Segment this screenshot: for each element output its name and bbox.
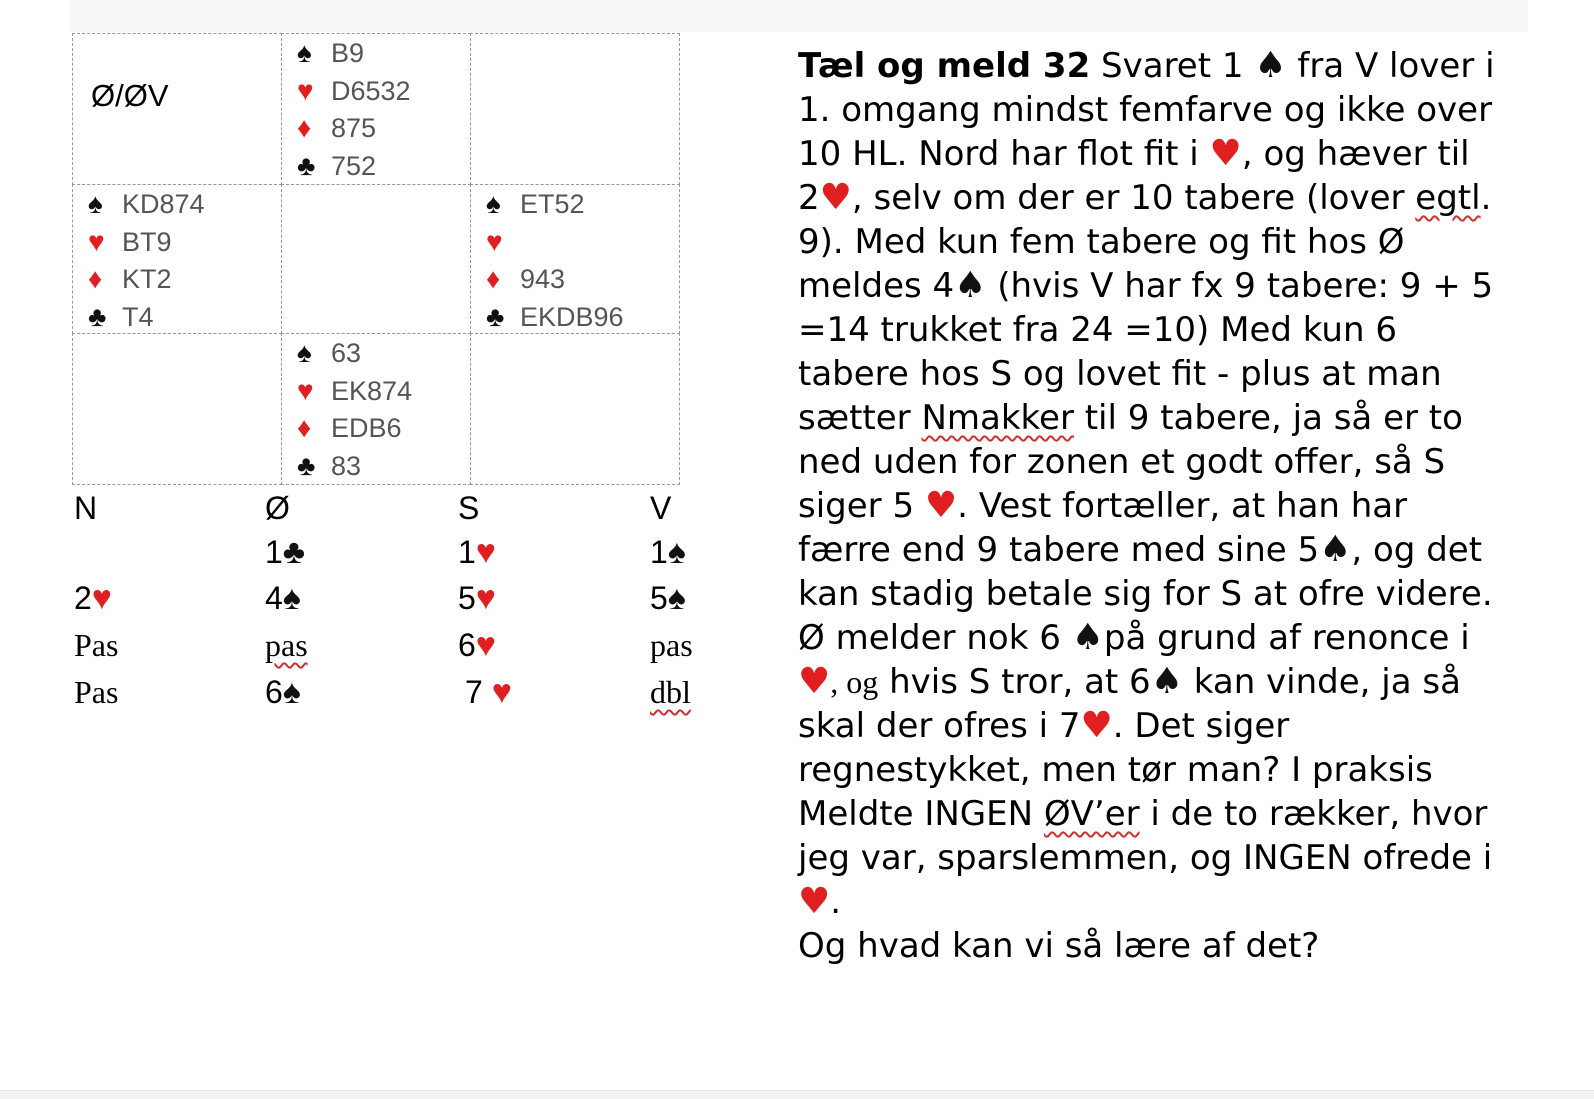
diamond-icon: ♦ (88, 263, 103, 294)
heart-icon: ♥ (819, 177, 852, 218)
bid-cell: pas (265, 627, 308, 663)
spade-icon: ♠ (282, 673, 301, 711)
bid-cell: 1♥ (458, 533, 496, 571)
west-spades: KD874 (122, 189, 205, 219)
heart-icon: ♥ (297, 74, 314, 106)
vulnerability-cell (72, 33, 282, 185)
bid-cell: 6♠ (265, 673, 301, 711)
diamond-icon: ♦ (486, 263, 501, 294)
club-icon: ♣ (88, 300, 107, 332)
paragraph-1: Tæl og meld 32 Svaret 1 ♠ fra V lover i 1. omgang mindst femfarve og ikke over 10 HL. Nord har flot fit i ♥, og hæver til 2♥, selv om der er 10 tabere (lover egtl. 9). Med kun fem tabere og fit hos Ø meldes 4♠ (hvis V har fx 9 tabere: 9 + 5 =14 trukket fra 24 =10) Med kun 6 tabere hos S og lovet fit - plus at man sætter Nmakker til 9 tabere, ja så er to ned uden for zonen et godt offer, så S siger 5 ♥. Vest fortæller, at han har færre end 9 tabere med sine 5♠, og det kan stadig betale sig for S at ofre videre. (798, 45, 1495, 614)
south-hearts: EK874 (331, 375, 413, 406)
heart-icon: ♥ (1080, 705, 1113, 746)
spade-icon: ♠ (667, 533, 686, 571)
heart-icon: ♥ (798, 661, 831, 702)
bid-cell: 1♣ (265, 533, 306, 571)
east-hand (486, 185, 624, 335)
bid-cell: Pas (74, 674, 119, 710)
article-title: Tæl og meld 32 (798, 46, 1091, 86)
spade-icon: ♠ (1150, 661, 1183, 702)
spade-icon: ♠ (667, 579, 686, 617)
club-icon: ♣ (486, 300, 505, 332)
bid-cell: pas (650, 627, 693, 663)
south-diamonds: EDB6 (331, 413, 402, 443)
spade-icon: ♠ (1254, 45, 1287, 86)
bid-header-west: V (650, 490, 672, 526)
east-clubs: EKDB96 (520, 301, 624, 332)
north-hand-cell (281, 33, 471, 185)
north-clubs: 752 (331, 150, 377, 181)
heart-icon: ♥ (88, 225, 105, 257)
bid-cell: dbl (650, 674, 691, 710)
bid-cell: Pas (74, 627, 119, 663)
empty-cell (470, 33, 680, 185)
bid-header-south: S (458, 490, 480, 526)
club-icon: ♣ (297, 449, 316, 481)
club-icon: ♣ (297, 149, 316, 181)
bid-cell: 5♥ (458, 579, 496, 617)
heart-icon: ♥ (486, 225, 503, 257)
north-hearts: D6532 (331, 75, 411, 106)
empty-cell (470, 333, 680, 485)
paragraph-2: Ø melder nok 6 ♠på grund af renonce i ♥, og hvis S tror, at 6♠ kan vinde, ja så skal der ofres i 7♥. Det siger regnestykket, men tør man? I praksis Meldte INGEN ØV’er i de to rækker, hvor jeg var, sparslemmen, og INGEN ofrede i ♥. (798, 617, 1493, 922)
spade-icon: ♠ (954, 265, 987, 306)
diamond-icon: ♦ (297, 112, 312, 143)
heart-icon: ♥ (924, 485, 958, 526)
heart-icon: ♥ (297, 374, 314, 406)
bid-cell: 2♥ (74, 579, 112, 617)
bid-cell: 1♠ (650, 533, 686, 571)
diamond-icon: ♦ (297, 412, 312, 443)
bid-cell: 4♠ (265, 579, 301, 617)
empty-cell (72, 333, 282, 485)
spade-icon: ♠ (297, 37, 312, 68)
spade-icon: ♠ (1319, 529, 1352, 570)
spade-icon: ♠ (282, 579, 301, 617)
heart-icon: ♥ (491, 673, 512, 711)
bid-header-north: N (74, 490, 98, 526)
deal-diagram (72, 33, 680, 485)
east-hand-cell (470, 184, 680, 334)
east-diamonds: 943 (520, 264, 566, 294)
heart-icon: ♥ (91, 579, 112, 617)
heart-icon: ♥ (475, 626, 496, 664)
bid-cell: 7 ♥ (465, 673, 512, 711)
club-icon: ♣ (282, 533, 306, 571)
article-text (798, 44, 1498, 968)
west-clubs: T4 (122, 301, 154, 332)
south-hand-cell (281, 333, 471, 485)
heart-icon: ♥ (798, 881, 831, 922)
east-spades: ET52 (520, 189, 585, 219)
vulnerability-label: Ø/ØV (91, 78, 169, 113)
spade-icon: ♠ (486, 188, 501, 219)
south-spades: 63 (331, 338, 362, 368)
north-diamonds: 875 (331, 113, 377, 143)
north-hand (297, 34, 411, 184)
south-hand (297, 334, 412, 484)
heart-icon: ♥ (475, 533, 496, 571)
west-hand-cell (72, 184, 282, 334)
top-toolbar-strip (70, 0, 1528, 32)
paragraph-3: Og hvad kan vi så lære af det? (798, 926, 1320, 966)
heart-icon: ♥ (475, 579, 496, 617)
north-spades: B9 (331, 38, 365, 68)
spade-icon: ♠ (1071, 617, 1104, 658)
bid-cell: 6♥ (458, 626, 496, 664)
bid-header-east: Ø (265, 490, 290, 526)
spade-icon: ♠ (297, 337, 312, 368)
spade-icon: ♠ (88, 188, 103, 219)
heart-icon: ♥ (1209, 133, 1242, 174)
south-clubs: 83 (331, 450, 362, 481)
west-hearts: BT9 (122, 226, 172, 257)
bid-cell: 5♠ (650, 579, 686, 617)
table-center-cell (281, 184, 471, 334)
west-hand (88, 185, 205, 335)
west-diamonds: KT2 (122, 264, 172, 294)
